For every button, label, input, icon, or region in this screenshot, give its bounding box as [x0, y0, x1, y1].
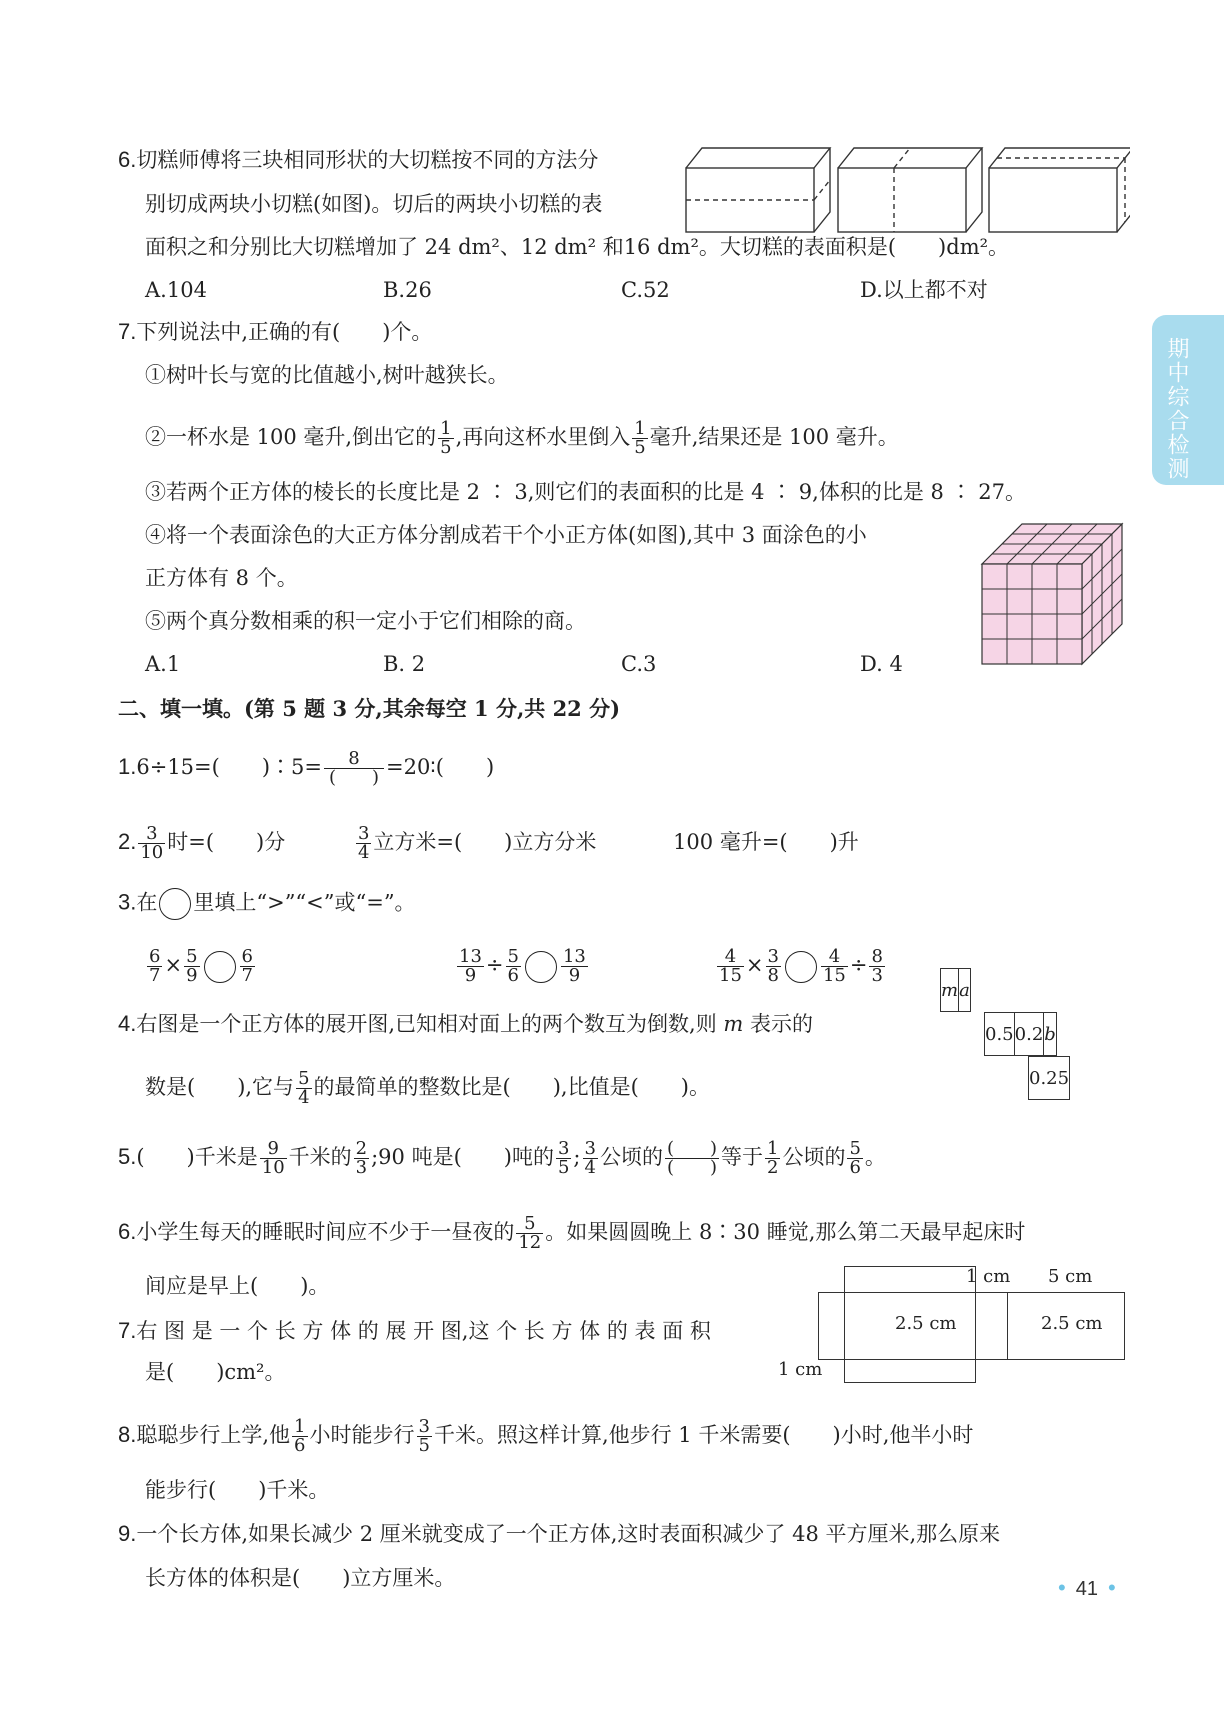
q6-option-a: A.104: [145, 278, 207, 302]
fill-q7-line2: 是( )cm²。: [145, 1360, 286, 1384]
q7-option-d: D. 4: [860, 652, 903, 676]
net-cell-0-5: 0.5: [985, 1013, 1015, 1056]
cuboid-net-figure: [778, 1266, 1130, 1384]
net-cell-0-25: 0.25: [1029, 1057, 1070, 1100]
q6-option-c: C.52: [621, 278, 670, 302]
net-cell-a: a: [959, 969, 971, 1012]
q7-statement-1: ①树叶长与宽的比值越小,树叶越狭长。: [145, 363, 509, 387]
fill-q9-line1: 9.一个长方体,如果长减少 2 厘米就变成了一个正方体,这时表面积减少了 48 平方厘米,那么原来: [118, 1521, 1001, 1546]
compare-circle: [159, 888, 191, 920]
q7-stem: 7.下列说法中,正确的有( )个。: [118, 319, 433, 344]
cake-1: [686, 148, 830, 232]
net-cell-m: m: [941, 969, 959, 1012]
cuboid-label-mid-2: 2.5 cm: [1041, 1313, 1103, 1334]
cake-figures: [682, 140, 1130, 238]
fill-q4-line1: 4.右图是一个正方体的展开图,已知相对面上的两个数互为倒数,则 m 表示的: [118, 1011, 814, 1036]
fill-q8-line1: 8.聪聪步行上学,他 $\frac{1}{6}$ 小时能步行 $\frac{3}{5}$ 千米。照这样计算,他步行 1 千米需要( )小时,他半小时: [118, 1416, 974, 1456]
q6-option-d: D.以上都不对: [860, 278, 988, 302]
cake-3: [989, 148, 1130, 232]
fill-q6-line1: 6.小学生每天的睡眠时间应不少于一昼夜的 $\frac{5}{12}$ 。如果圆圆晚上 8∶30 睡觉,那么第二天最早起床时: [118, 1213, 1026, 1253]
q7-statement-3: ③若两个正方体的棱长的长度比是 2 ∶ 3,则它们的表面积的比是 4 ∶ 9,体积的比是 8 ∶ 27。: [145, 480, 1026, 504]
fill-q3: 3.在 里填上“>”“<”或“=”。: [118, 888, 416, 920]
q7-option-a: A.1: [145, 652, 181, 676]
q6-line2: 别切成两块小切糕(如图)。切后的两块小切糕的表: [145, 192, 603, 216]
section-tab: [1152, 315, 1224, 485]
q7-option-b: B. 2: [383, 652, 426, 676]
q6-line3: 面积之和分别比大切糕增加了 24 dm²、12 dm² 和16 dm²。大切糕的表面积是( )dm²。: [145, 235, 1010, 259]
section-tab-label: 期中综合检测: [1164, 337, 1189, 481]
answer-circle-1[interactable]: [204, 951, 236, 983]
q7-statement-2: ②一杯水是 100 毫升,倒出它的 $\frac{1}{5}$ ,再向这杯水里倒入 $\frac{1}{5}$ 毫升,结果还是 100 毫升。: [145, 418, 899, 458]
fill-q8-line2: 能步行( )千米。: [145, 1478, 330, 1502]
cuboid-label-mid-1: 2.5 cm: [895, 1313, 957, 1334]
fill-q2: 2. $\frac{3}{10}$ 时=( )分 $\frac{3}{4}$ 立方米=( )立方分米 100 毫升=( )升: [118, 823, 859, 863]
net-cell-b: b: [1044, 1013, 1057, 1056]
q7-statement-5: ⑤两个真分数相乘的积一定小于它们相除的商。: [145, 609, 586, 633]
cuboid-label-left: 1 cm: [778, 1359, 823, 1380]
fill-q3-expr-1: $\frac{6}{7}$ × $\frac{5}{9}$ $\frac{6}{7}$: [149, 946, 253, 986]
fill-q5: 5.( )千米是 $\frac{9}{10}$ 千米的 $\frac{2}{3}$ ;90 吨是( )吨的 $\frac{3}{5}$ ; $\frac{3}{4}$ 公顷的 $\frac{( )}{( )}$ 等于 $\frac{1}{2}$ 公顷的 $\frac{5}{6}$ 。: [118, 1138, 886, 1178]
q6-line1: 6.切糕师傅将三块相同形状的大切糕按不同的方法分: [118, 147, 599, 172]
fill-q6-line2: 间应是早上( )。: [145, 1274, 330, 1298]
fill-q4-line2: 数是( ),它与 $\frac{5}{4}$ 的最简单的整数比是( ),比值是( )。: [145, 1068, 710, 1108]
fill-q3-expr-2: $\frac{13}{9}$ ÷ $\frac{5}{6}$ $\frac{13}{9}$: [459, 946, 586, 986]
painted-cube-figure: [980, 522, 1125, 667]
net-cell-0-2: 0.2: [1014, 1013, 1044, 1056]
section-2-heading: 二、填一填。(第 5 题 3 分,其余每空 1 分,共 22 分): [118, 696, 621, 721]
q7-option-c: C.3: [621, 652, 657, 676]
page-number: • 41 •: [1058, 1575, 1116, 1600]
q6-option-b: B.26: [383, 278, 432, 302]
fill-q7-line1: 7.右 图 是 一 个 长 方 体 的 展 开 图,这 个 长 方 体 的 表 面 积: [118, 1318, 711, 1343]
cuboid-label-top-2: 5 cm: [1048, 1266, 1093, 1287]
fill-q9-line2: 长方体的体积是( )立方厘米。: [145, 1566, 456, 1590]
answer-circle-2[interactable]: [525, 951, 557, 983]
answer-circle-3[interactable]: [785, 951, 817, 983]
cuboid-label-top-1: 1 cm: [966, 1266, 1011, 1287]
fill-q1: 1.6÷15=( )∶5= $\frac{8}{( )}$ =20∶( ): [118, 748, 495, 788]
q7-statement-4b: 正方体有 8 个。: [145, 566, 298, 590]
q7-statement-4a: ④将一个表面涂色的大正方体分割成若干个小正方体(如图),其中 3 面涂色的小: [145, 523, 867, 547]
cake-2: [838, 148, 982, 232]
fill-q3-expr-3: $\frac{4}{15}$ × $\frac{3}{8}$ $\frac{4}{15}$ ÷ $\frac{8}{3}$: [719, 946, 883, 986]
